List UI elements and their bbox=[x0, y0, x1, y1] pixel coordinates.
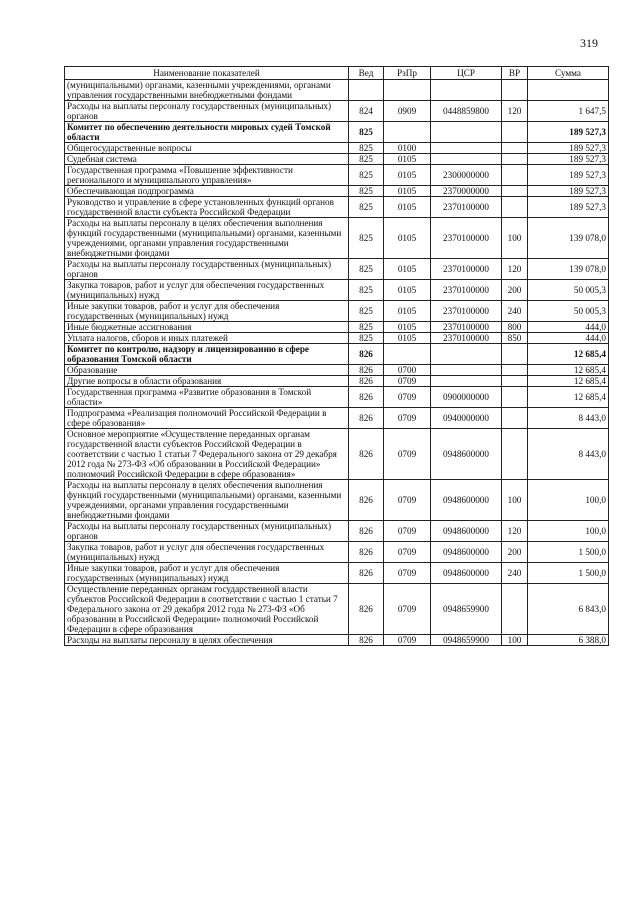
table-row bbox=[65, 333, 609, 344]
cell-csr: 0948659900 bbox=[431, 635, 502, 646]
cell-rzpr: 0709 bbox=[384, 429, 431, 480]
cell-sum bbox=[528, 80, 609, 101]
header-name: Наименование показателей bbox=[65, 67, 349, 80]
table-row bbox=[65, 259, 609, 280]
cell-csr: 0940000000 bbox=[431, 408, 502, 429]
cell-rzpr bbox=[384, 80, 431, 101]
cell-csr: 2370100000 bbox=[431, 259, 502, 280]
table-row bbox=[65, 563, 609, 584]
cell-csr bbox=[431, 80, 502, 101]
cell-name: Подпрограмма «Реализация полномочий Российской Федерации в сфере образования» bbox=[65, 408, 349, 429]
cell-csr: 2370100000 bbox=[431, 218, 502, 259]
cell-name: Государственная программа «Повышение эффективности регионального и муниципального управления» bbox=[65, 165, 349, 186]
cell-rzpr: 0105 bbox=[384, 259, 431, 280]
table-row bbox=[65, 101, 609, 122]
cell-name: Осуществление переданных органам государственной власти субъектов Российской Федерации в соответствии с частью 1 статьи 7 Федерального закона от 29 декабря 2012 года № 273-ФЗ «Об образовании в Российской Федерации» полномочий Российской Федерации в сфере образования bbox=[65, 584, 349, 635]
header-sum: Сумма bbox=[528, 67, 609, 80]
cell-vr: 800 bbox=[502, 322, 528, 333]
cell-vr: 120 bbox=[502, 101, 528, 122]
cell-vr: 100 bbox=[502, 218, 528, 259]
cell-ved: 825 bbox=[349, 154, 384, 165]
cell-rzpr: 0105 bbox=[384, 322, 431, 333]
cell-sum: 50 005,3 bbox=[528, 280, 609, 301]
cell-csr: 0948659900 bbox=[431, 584, 502, 635]
cell-ved: 825 bbox=[349, 333, 384, 344]
cell-sum: 189 527,3 bbox=[528, 143, 609, 154]
cell-rzpr: 0105 bbox=[384, 186, 431, 197]
cell-sum: 189 527,3 bbox=[528, 186, 609, 197]
table-row bbox=[65, 365, 609, 376]
cell-rzpr: 0105 bbox=[384, 165, 431, 186]
cell-rzpr: 0709 bbox=[384, 521, 431, 542]
cell-vr: 200 bbox=[502, 542, 528, 563]
cell-name: Расходы на выплаты персоналу в целях обеспечения выполнения функций государственными (муниципальными) органами, казенными учреждениями, органами управления государственными внебюджетными фондами bbox=[65, 480, 349, 521]
cell-sum: 50 005,3 bbox=[528, 301, 609, 322]
cell-vr bbox=[502, 122, 528, 143]
table-row bbox=[65, 80, 609, 101]
table-row bbox=[65, 218, 609, 259]
cell-ved: 825 bbox=[349, 143, 384, 154]
cell-sum: 1 500,0 bbox=[528, 563, 609, 584]
cell-csr: 2370100000 bbox=[431, 280, 502, 301]
table-body bbox=[65, 80, 609, 646]
cell-vr bbox=[502, 143, 528, 154]
cell-csr: 2370000000 bbox=[431, 186, 502, 197]
table-row bbox=[65, 154, 609, 165]
cell-csr: 0948600000 bbox=[431, 521, 502, 542]
cell-ved: 826 bbox=[349, 408, 384, 429]
cell-ved: 825 bbox=[349, 322, 384, 333]
cell-name: Судебная система bbox=[65, 154, 349, 165]
cell-vr bbox=[502, 584, 528, 635]
cell-rzpr: 0709 bbox=[384, 480, 431, 521]
cell-vr: 100 bbox=[502, 480, 528, 521]
cell-ved: 826 bbox=[349, 542, 384, 563]
cell-vr bbox=[502, 154, 528, 165]
cell-sum: 189 527,3 bbox=[528, 122, 609, 143]
cell-ved: 826 bbox=[349, 521, 384, 542]
cell-rzpr: 0100 bbox=[384, 143, 431, 154]
cell-ved: 826 bbox=[349, 635, 384, 646]
cell-vr: 850 bbox=[502, 333, 528, 344]
budget-table bbox=[64, 66, 609, 646]
cell-ved: 826 bbox=[349, 429, 384, 480]
cell-csr: 2300000000 bbox=[431, 165, 502, 186]
cell-name: Основное мероприятие «Осуществление переданных органам государственной власти субъектов Российской Федерации в соответствии с частью 1 статьи 7 Федерального закона от 29 декабря 2012 года № 273-ФЗ «Об образовании в Российской Федерации» полномочий Российской Федерации в сфере образования» bbox=[65, 429, 349, 480]
cell-rzpr: 0909 bbox=[384, 101, 431, 122]
header-csr: ЦСР bbox=[431, 67, 502, 80]
table-row bbox=[65, 480, 609, 521]
cell-rzpr: 0709 bbox=[384, 563, 431, 584]
cell-vr: 100 bbox=[502, 635, 528, 646]
cell-csr bbox=[431, 154, 502, 165]
cell-rzpr: 0105 bbox=[384, 280, 431, 301]
cell-name: Расходы на выплаты персоналу в целях обеспечения bbox=[65, 635, 349, 646]
cell-rzpr: 0105 bbox=[384, 197, 431, 218]
cell-csr: 0948600000 bbox=[431, 563, 502, 584]
table-row bbox=[65, 429, 609, 480]
table-row bbox=[65, 584, 609, 635]
cell-sum: 12 685,4 bbox=[528, 365, 609, 376]
cell-sum: 6 388,0 bbox=[528, 635, 609, 646]
cell-csr: 0448859800 bbox=[431, 101, 502, 122]
cell-csr bbox=[431, 143, 502, 154]
cell-ved: 824 bbox=[349, 101, 384, 122]
cell-rzpr: 0105 bbox=[384, 218, 431, 259]
cell-name: Государственная программа «Развитие образования в Томской области» bbox=[65, 387, 349, 408]
cell-ved: 825 bbox=[349, 122, 384, 143]
cell-name: Общегосударственные вопросы bbox=[65, 143, 349, 154]
cell-name: Уплата налогов, сборов и иных платежей bbox=[65, 333, 349, 344]
header-vr: ВР bbox=[502, 67, 528, 80]
cell-csr: 0900000000 bbox=[431, 387, 502, 408]
cell-name: (муниципальными) органами, казенными учреждениями, органами управления государственными внебюджетными фондами bbox=[65, 80, 349, 101]
cell-sum: 8 443,0 bbox=[528, 408, 609, 429]
table-row bbox=[65, 122, 609, 143]
cell-rzpr: 0105 bbox=[384, 333, 431, 344]
cell-name: Комитет по обеспечению деятельности мировых судей Томской области bbox=[65, 122, 349, 143]
cell-sum: 1 647,5 bbox=[528, 101, 609, 122]
cell-csr: 2370100000 bbox=[431, 301, 502, 322]
cell-rzpr: 0700 bbox=[384, 365, 431, 376]
cell-csr: 0948600000 bbox=[431, 480, 502, 521]
cell-ved: 825 bbox=[349, 186, 384, 197]
table-row bbox=[65, 322, 609, 333]
cell-sum: 100,0 bbox=[528, 480, 609, 521]
cell-rzpr: 0105 bbox=[384, 154, 431, 165]
cell-ved: 825 bbox=[349, 218, 384, 259]
cell-name: Иные закупки товаров, работ и услуг для обеспечения государственных (муниципальных) нужд bbox=[65, 563, 349, 584]
cell-ved: 826 bbox=[349, 563, 384, 584]
cell-ved: 826 bbox=[349, 365, 384, 376]
cell-name: Руководство и управление в сфере установленных функций органов государственной власти субъекта Российской Федерации bbox=[65, 197, 349, 218]
cell-csr bbox=[431, 365, 502, 376]
cell-rzpr: 0709 bbox=[384, 542, 431, 563]
cell-sum: 100,0 bbox=[528, 521, 609, 542]
cell-csr: 2370100000 bbox=[431, 322, 502, 333]
cell-ved: 826 bbox=[349, 387, 384, 408]
cell-csr: 2370100000 bbox=[431, 197, 502, 218]
header-rzpr: РзПр bbox=[384, 67, 431, 80]
cell-sum: 189 527,3 bbox=[528, 197, 609, 218]
table-row bbox=[65, 301, 609, 322]
table-header-row bbox=[65, 67, 609, 80]
cell-sum: 12 685,4 bbox=[528, 387, 609, 408]
cell-vr: 200 bbox=[502, 280, 528, 301]
table-row bbox=[65, 376, 609, 387]
cell-name: Расходы на выплаты персоналу в целях обеспечения выполнения функций государственными (муниципальными) органами, казенными учреждениями, органами управления государственными внебюджетными фондами bbox=[65, 218, 349, 259]
cell-sum: 12 685,4 bbox=[528, 344, 609, 365]
cell-ved: 825 bbox=[349, 301, 384, 322]
cell-ved bbox=[349, 80, 384, 101]
cell-name: Обеспечивающая подпрограмма bbox=[65, 186, 349, 197]
cell-vr bbox=[502, 80, 528, 101]
cell-name: Образование bbox=[65, 365, 349, 376]
cell-csr bbox=[431, 344, 502, 365]
cell-ved: 825 bbox=[349, 280, 384, 301]
cell-ved: 826 bbox=[349, 480, 384, 521]
cell-name: Расходы на выплаты персоналу государственных (муниципальных) органов bbox=[65, 259, 349, 280]
cell-rzpr: 0709 bbox=[384, 635, 431, 646]
table-row bbox=[65, 635, 609, 646]
cell-sum: 189 527,3 bbox=[528, 154, 609, 165]
cell-sum: 6 843,0 bbox=[528, 584, 609, 635]
cell-csr: 2370100000 bbox=[431, 333, 502, 344]
cell-sum: 12 685,4 bbox=[528, 376, 609, 387]
table-row bbox=[65, 197, 609, 218]
cell-sum: 139 078,0 bbox=[528, 218, 609, 259]
cell-vr: 120 bbox=[502, 259, 528, 280]
cell-name: Расходы на выплаты персоналу государственных (муниципальных) органов bbox=[65, 101, 349, 122]
cell-ved: 825 bbox=[349, 165, 384, 186]
cell-vr bbox=[502, 365, 528, 376]
cell-rzpr: 0709 bbox=[384, 408, 431, 429]
cell-sum: 189 527,3 bbox=[528, 165, 609, 186]
cell-name: Закупка товаров, работ и услуг для обеспечения государственных (муниципальных) нужд bbox=[65, 542, 349, 563]
table-row bbox=[65, 344, 609, 365]
cell-sum: 1 500,0 bbox=[528, 542, 609, 563]
cell-name: Закупка товаров, работ и услуг для обеспечения государственных (муниципальных) нужд bbox=[65, 280, 349, 301]
cell-csr bbox=[431, 122, 502, 143]
cell-vr: 120 bbox=[502, 521, 528, 542]
cell-rzpr: 0709 bbox=[384, 376, 431, 387]
cell-name: Иные бюджетные ассигнования bbox=[65, 322, 349, 333]
cell-ved: 826 bbox=[349, 344, 384, 365]
cell-vr bbox=[502, 408, 528, 429]
cell-ved: 825 bbox=[349, 259, 384, 280]
page-number: 319 bbox=[580, 36, 598, 50]
cell-csr: 0948600000 bbox=[431, 429, 502, 480]
cell-vr bbox=[502, 197, 528, 218]
cell-rzpr bbox=[384, 344, 431, 365]
cell-vr bbox=[502, 376, 528, 387]
table-row bbox=[65, 165, 609, 186]
table-row bbox=[65, 186, 609, 197]
cell-rzpr bbox=[384, 122, 431, 143]
cell-csr bbox=[431, 376, 502, 387]
table-row bbox=[65, 387, 609, 408]
cell-vr bbox=[502, 387, 528, 408]
cell-sum: 8 443,0 bbox=[528, 429, 609, 480]
table-row bbox=[65, 280, 609, 301]
cell-name: Комитет по контролю, надзору и лицензированию в сфере образования Томской области bbox=[65, 344, 349, 365]
table-row bbox=[65, 542, 609, 563]
cell-sum: 444,0 bbox=[528, 333, 609, 344]
cell-vr bbox=[502, 165, 528, 186]
cell-sum: 444,0 bbox=[528, 322, 609, 333]
table-row bbox=[65, 408, 609, 429]
table-row bbox=[65, 143, 609, 154]
cell-vr bbox=[502, 186, 528, 197]
cell-csr: 0948600000 bbox=[431, 542, 502, 563]
table-row bbox=[65, 521, 609, 542]
cell-rzpr: 0105 bbox=[384, 301, 431, 322]
cell-rzpr: 0709 bbox=[384, 584, 431, 635]
cell-rzpr: 0709 bbox=[384, 387, 431, 408]
cell-vr: 240 bbox=[502, 301, 528, 322]
cell-ved: 826 bbox=[349, 376, 384, 387]
cell-ved: 825 bbox=[349, 197, 384, 218]
cell-name: Другие вопросы в области образования bbox=[65, 376, 349, 387]
cell-ved: 826 bbox=[349, 584, 384, 635]
cell-vr bbox=[502, 344, 528, 365]
cell-vr: 240 bbox=[502, 563, 528, 584]
cell-sum: 139 078,0 bbox=[528, 259, 609, 280]
cell-name: Иные закупки товаров, работ и услуг для обеспечения государственных (муниципальных) нужд bbox=[65, 301, 349, 322]
cell-vr bbox=[502, 429, 528, 480]
header-ved: Вед bbox=[349, 67, 384, 80]
cell-name: Расходы на выплаты персоналу государственных (муниципальных) органов bbox=[65, 521, 349, 542]
